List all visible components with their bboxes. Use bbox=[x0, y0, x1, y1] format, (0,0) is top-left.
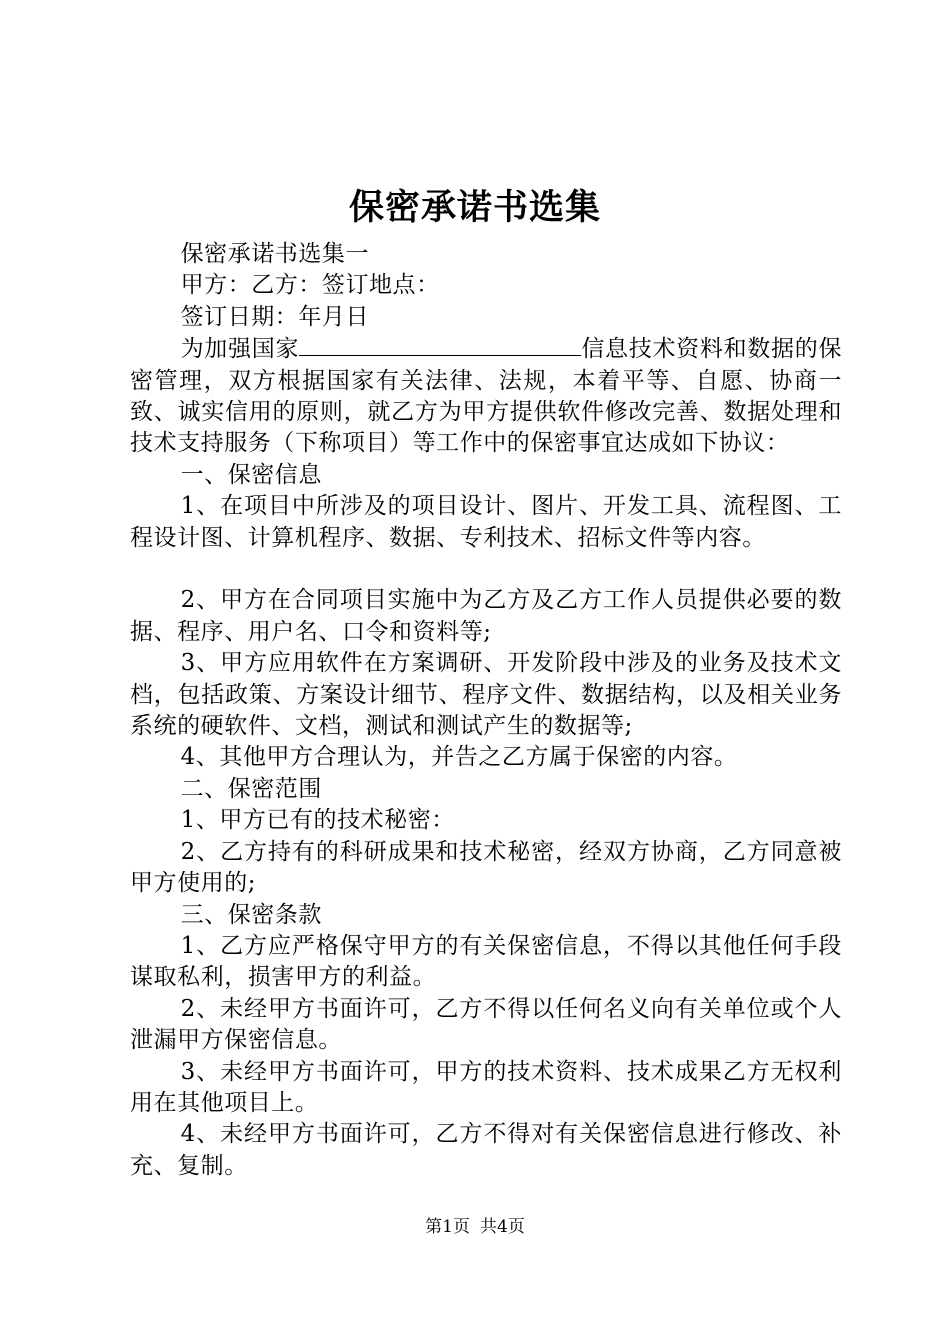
fill-in-blank-line bbox=[299, 333, 581, 356]
clause-item: 1、在项目中所涉及的项目设计、图片、开发工具、流程图、工程设计图、计算机程序、数据、专利技术、招标文件等内容。 bbox=[130, 493, 842, 551]
section-heading-confidential-info: 一、保密信息 bbox=[180, 461, 322, 488]
intro-before-blank: 为加强国家 bbox=[180, 336, 300, 363]
date-line: 签订日期：年月日 bbox=[180, 303, 369, 330]
intro-after-blank: 信息技术资料和数据的保密管理，双方根据国家有关法律、法规，本着平等、自愿、协商一致、诚实信用的原则，就乙方为甲方提供软件修改完善、数据处理和技术支持服务（下称项目）等工作中的保密事宜达成如下协议： bbox=[130, 336, 842, 457]
clause-item: 3、未经甲方书面许可，甲方的技术资料、技术成果乙方无权利用在其他项目上。 bbox=[130, 1058, 842, 1116]
clause-item: 3、甲方应用软件在方案调研、开发阶段中涉及的业务及技术文档，包括政策、方案设计细节、程序文件、数据结构，以及相关业务系统的硬软件、文档，测试和测试产生的数据等; bbox=[130, 650, 842, 740]
clause-item: 2、甲方在合同项目实施中为乙方及乙方工作人员提供必要的数据、程序、用户名、口令和资料等; bbox=[130, 587, 842, 645]
clause-item: 2、乙方持有的科研成果和技术秘密，经双方协商，乙方同意被甲方使用的; bbox=[130, 838, 842, 897]
clause-item: 4、其他甲方合理认为，并告之乙方属于保密的内容。 bbox=[180, 744, 738, 771]
parties-line: 甲方：乙方：签订地点： bbox=[180, 272, 440, 299]
section-heading-terms: 三、保密条款 bbox=[180, 901, 322, 928]
clause-item: 2、未经甲方书面许可，乙方不得以任何名义向有关单位或个人泄漏甲方保密信息。 bbox=[130, 995, 842, 1054]
document-subtitle: 保密承诺书选集一 bbox=[180, 241, 369, 267]
clause-item: 4、未经甲方书面许可，乙方不得对有关保密信息进行修改、补充、复制。 bbox=[130, 1121, 842, 1179]
page-footer bbox=[0, 1215, 950, 1239]
page-total: 共4页 bbox=[480, 1217, 525, 1237]
page-number: 第1页 bbox=[425, 1217, 470, 1237]
clause-item: 1、乙方应严格保守甲方的有关保密信息，不得以其他任何手段谋取私利，损害甲方的利益。 bbox=[130, 932, 842, 991]
intro-paragraph bbox=[130, 333, 842, 460]
page-title: 保密承诺书选集 bbox=[348, 187, 601, 228]
document-body bbox=[130, 239, 842, 1182]
clause-item: 1、甲方已有的技术秘密： bbox=[180, 807, 455, 834]
section-heading-scope: 二、保密范围 bbox=[180, 775, 322, 802]
